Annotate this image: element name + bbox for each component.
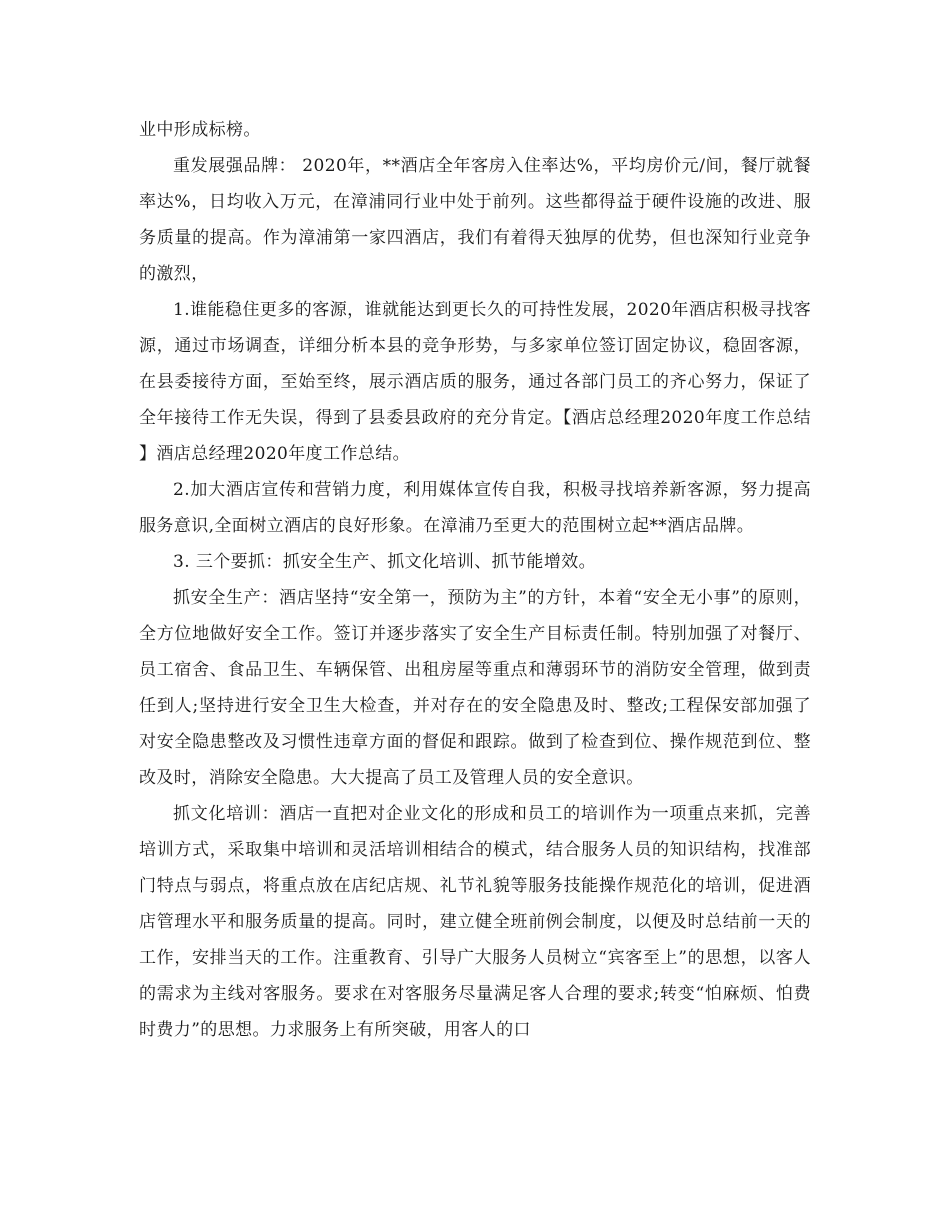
paragraph-item-3-three-focuses: 3. 三个要抓：抓安全生产、抓文化培训、抓节能增效。 (173, 552, 597, 572)
paragraph-brand-development: 重发展强品牌： 2020年，**酒店全年客房入住率达%，平均房价元/间，餐厅就餐率达%，日均收入万元，在漳浦同行业中处于前列。这些都得益于硬件设施的改进、服务质量的提高。作为漳浦第一家四酒店，我们有着得天独厚的优势，但也深知行业竞争的激烈， (139, 156, 811, 284)
paragraph-item-2-marketing: 2.加大酒店宣传和营销力度，利用媒体宣传自我，积极寻找培养新客源，努力提高服务意识,全面树立酒店的良好形象。在漳浦乃至更大的范围树立起**酒店品牌。 (139, 480, 811, 536)
paragraph-culture-training: 抓文化培训：酒店一直把对企业文化的形成和员工的培训作为一项重点来抓，完善培训方式，采取集中培训和灵活培训相结合的模式，结合服务人员的知识结构，找准部门特点与弱点，将重点放在店纪店规、礼节礼貌等服务技能操作规范化的培训，促进酒店管理水平和服务质量的提高。同时，建立健全班前例会制度，以便及时总结前一天的工作，安排当天的工作。注重教育、引导广大服务人员树立“宾客至上”的思想，以客人的需求为主线对客服务。要求在对客服务尽量满足客人合理的要求;转变“怕麻烦、怕费时费力”的思想。力求服务上有所突破，用客人的口 (139, 804, 811, 1040)
document-body (139, 112, 811, 1048)
paragraph-item-1-customer-sources: 1.谁能稳住更多的客源，谁就能达到更长久的可持性发展，2020年酒店积极寻找客源，通过市场调查，详细分析本县的竞争形势，与多家单位签订固定协议，稳固客源，在县委接待方面，至始至终，展示酒店质的服务，通过各部门员工的齐心努力，保证了全年接待工作无失误，得到了县委县政府的充分肯定。【酒店总经理2020年度工作总结 】酒店总经理2020年度工作总结。 (139, 300, 811, 464)
paragraph-safety-production: 抓安全生产：酒店坚持“安全第一，预防为主”的方针，本着“安全无小事”的原则，全方位地做好安全工作。签订并逐步落实了安全生产目标责任制。特别加强了对餐厅、员工宿舍、食品卫生、车辆保管、出租房屋等重点和薄弱环节的消防安全管理，做到责任到人;坚持进行安全卫生大检查，并对存在的安全隐患及时、整改;工程保安部加强了对安全隐患整改及习惯性违章方面的督促和跟踪。做到了检查到位、操作规范到位、整改及时，消除安全隐患。大大提高了员工及管理人员的安全意识。 (139, 588, 811, 788)
paragraph-continuation: 业中形成标榜。 (139, 120, 261, 140)
